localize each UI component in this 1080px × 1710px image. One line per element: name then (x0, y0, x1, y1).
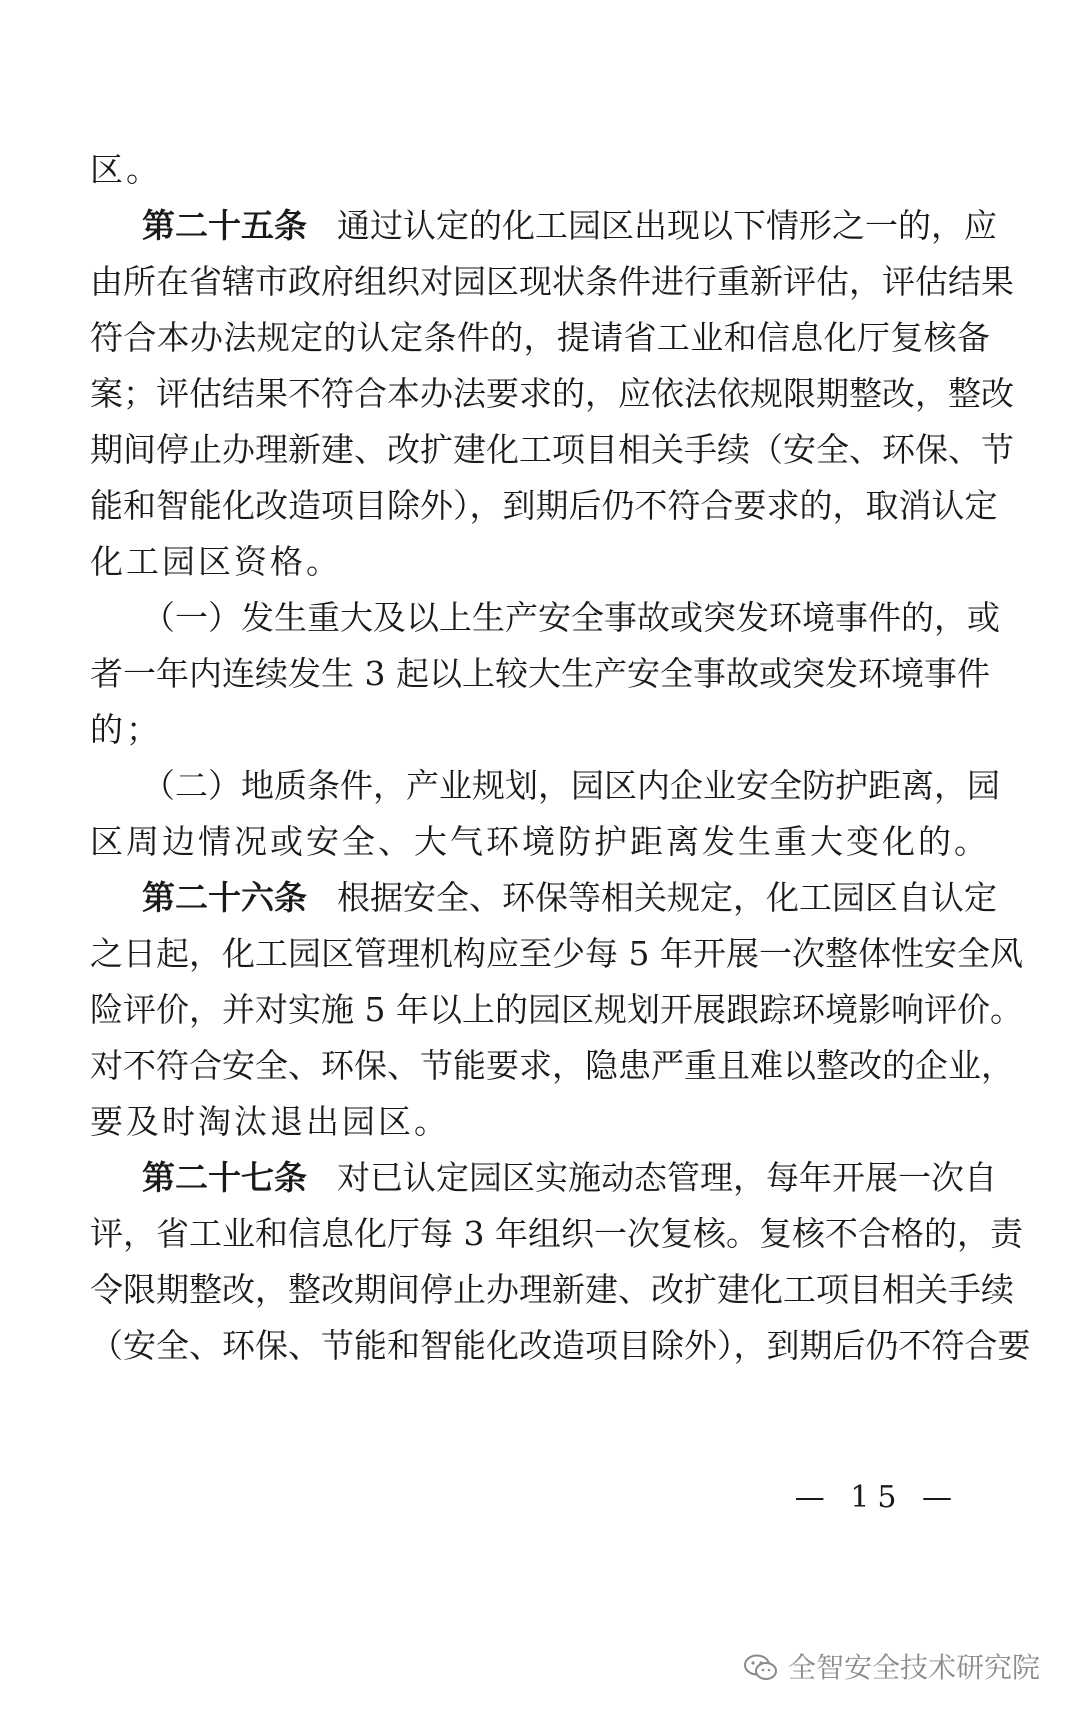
wechat-icon (744, 1654, 778, 1682)
text-line: （一）发生重大及以上生产安全事故或突发环境事件的，或 (142, 598, 1000, 637)
text-line: 对已认定园区实施动态管理，每年开展一次自 (337, 1158, 997, 1197)
text-line: 险评价，并对实施 5 年以上的园区规划开展跟踪环境影响评价。 (90, 990, 1023, 1029)
article-25-title: 第二十五条 (142, 206, 307, 245)
text-line: 根据安全、环保等相关规定，化工园区自认定 (337, 878, 997, 917)
article-25-first-line (90, 206, 997, 246)
article-27-title: 第二十七条 (142, 1158, 307, 1197)
text-line: 由所在省辖市政府组织对园区现状条件进行重新评估，评估结果 (90, 262, 1014, 301)
text-line: 之日起，化工园区管理机构应至少每 5 年开展一次整体性安全风 (90, 934, 1023, 973)
text-line: 化工园区资格。 (90, 542, 342, 581)
article-26-title: 第二十六条 (142, 878, 307, 917)
watermark-text: 全智安全技术研究院 (787, 1651, 1040, 1684)
text-line: 通过认定的化工园区出现以下情形之一的，应 (337, 206, 997, 245)
article-27-first-line (90, 1158, 997, 1198)
page-number: — 15 — (794, 1480, 960, 1515)
text-line: 能和智能化改造项目除外），到期后仍不符合要求的，取消认定 (90, 486, 998, 525)
text-line: 评，省工业和信息化厅每 3 年组织一次复核。复核不合格的，责 (90, 1214, 1023, 1253)
source-watermark (744, 1650, 1040, 1686)
text-line: 期间停止办理新建、改扩建化工项目相关手续（安全、环保、节 (90, 430, 1014, 469)
text-line: 案；评估结果不符合本办法要求的，应依法依规限期整改，整改 (90, 374, 1014, 413)
text-line: 要及时淘汰退出园区。 (90, 1102, 450, 1141)
text-line: 的； (90, 710, 162, 749)
text-line: 令限期整改，整改期间停止办理新建、改扩建化工项目相关手续 (90, 1270, 1014, 1309)
text-line: （安全、环保、节能和智能化改造项目除外），到期后仍不符合要 (90, 1326, 1031, 1365)
article-26-first-line (90, 878, 997, 918)
text-line: 区周边情况或安全、大气环境防护距离发生重大变化的。 (90, 822, 990, 861)
text-line: 区。 (90, 150, 162, 189)
text-line: （二）地质条件，产业规划，园区内企业安全防护距离，园 (142, 766, 1000, 805)
text-line: 对不符合安全、环保、节能要求，隐患严重且难以整改的企业， (90, 1046, 1014, 1085)
text-line: 符合本办法规定的认定条件的，提请省工业和信息化厅复核备 (90, 318, 990, 357)
text-line: 者一年内连续发生 3 起以上较大生产安全事故或突发环境事件 (90, 654, 990, 693)
